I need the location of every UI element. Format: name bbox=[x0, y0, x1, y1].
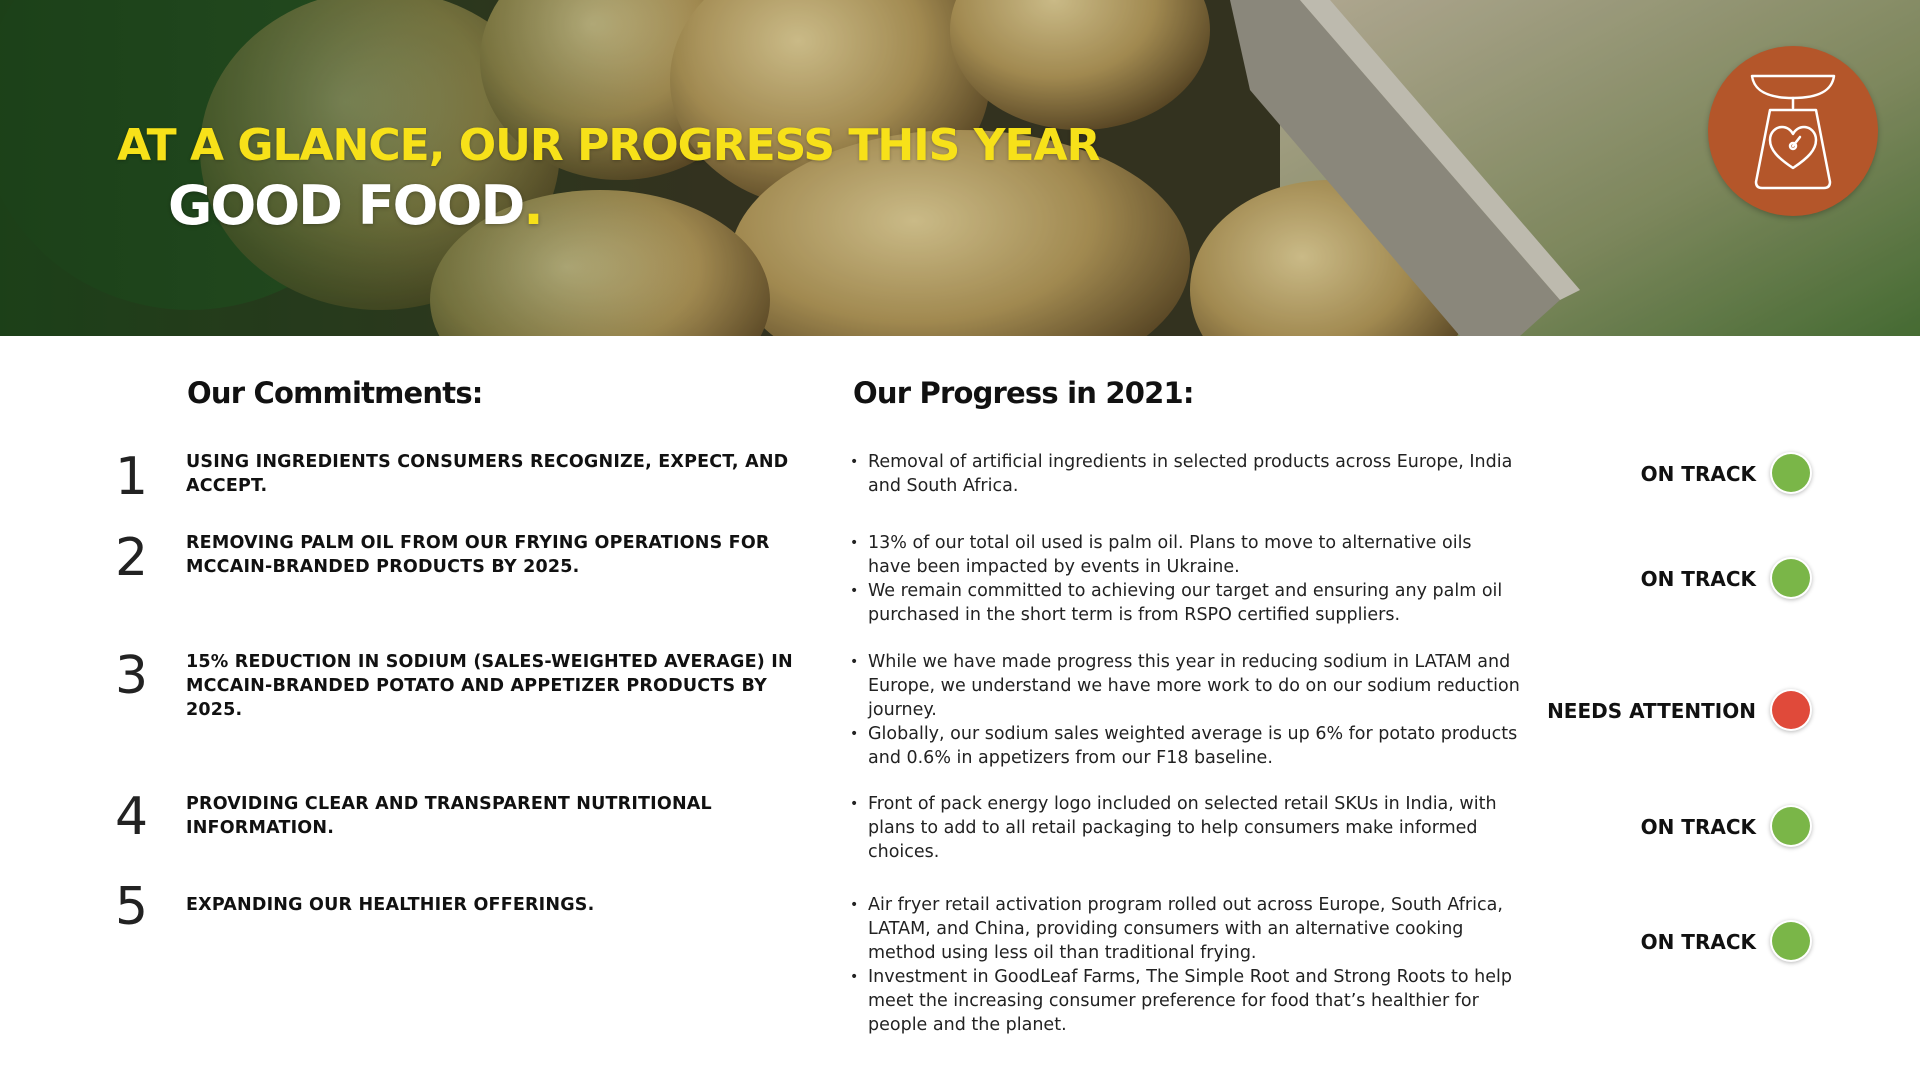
progress-item: • While we have made progress this year in reducing sodium in LATAM and Europe, we understand we have more work to do on our sodium reduction journey. bbox=[850, 650, 1520, 722]
status-dot bbox=[1772, 807, 1810, 845]
section-title bbox=[168, 174, 542, 237]
status-indicator bbox=[1770, 452, 1812, 494]
section-title-dot: . bbox=[523, 174, 542, 237]
commitment-number: 1 bbox=[115, 447, 149, 507]
status-label: ON TRACK bbox=[1640, 930, 1756, 954]
status-label: ON TRACK bbox=[1640, 815, 1756, 839]
status-indicator bbox=[1770, 689, 1812, 731]
status-label: ON TRACK bbox=[1640, 462, 1756, 486]
progress-heading: Our Progress in 2021: bbox=[853, 376, 1194, 410]
progress-item: • 13% of our total oil used is palm oil. Plans to move to alternative oils have been impacted by events in Ukraine. bbox=[850, 531, 1520, 579]
progress-list bbox=[850, 450, 1520, 498]
status-indicator bbox=[1770, 805, 1812, 847]
progress-list bbox=[850, 792, 1520, 864]
status-dot bbox=[1772, 559, 1810, 597]
progress-item: • Removal of artificial ingredients in selected products across Europe, India and South Africa. bbox=[850, 450, 1520, 498]
status-dot bbox=[1772, 922, 1810, 960]
commitment-number: 2 bbox=[115, 528, 149, 588]
progress-list bbox=[850, 531, 1520, 627]
status-label: NEEDS ATTENTION bbox=[1547, 699, 1756, 723]
progress-list bbox=[850, 893, 1520, 1037]
hero-banner bbox=[0, 0, 1920, 336]
commitment-text: 15% REDUCTION IN SODIUM (SALES-WEIGHTED AVERAGE) IN MCCAIN-BRANDED POTATO AND APPETIZER PRODUCTS BY 2025. bbox=[186, 652, 793, 720]
status-indicator bbox=[1770, 557, 1812, 599]
section-title-text: GOOD FOOD bbox=[168, 174, 524, 237]
progress-item: • We remain committed to achieving our target and ensuring any palm oil purchased in the short term is from RSPO certified suppliers. bbox=[850, 579, 1520, 627]
commitment-number: 4 bbox=[115, 787, 149, 847]
status-label: ON TRACK bbox=[1640, 567, 1756, 591]
good-food-badge bbox=[1708, 46, 1878, 216]
commitment-text: EXPANDING OUR HEALTHIER OFFERINGS. bbox=[186, 895, 595, 915]
page-title: AT A GLANCE, OUR PROGRESS THIS YEAR bbox=[117, 120, 1100, 171]
commitment-text: USING INGREDIENTS CONSUMERS RECOGNIZE, EXPECT, AND ACCEPT. bbox=[186, 452, 789, 496]
commitment-number: 5 bbox=[115, 877, 149, 937]
progress-item: • Globally, our sodium sales weighted average is up 6% for potato products and 0.6% in appetizers from our F18 baseline. bbox=[850, 722, 1520, 770]
progress-item: • Investment in GoodLeaf Farms, The Simple Root and Strong Roots to help meet the increasing consumer preference for food that’s healthier for people and the planet. bbox=[850, 965, 1520, 1037]
commitment-number: 3 bbox=[115, 646, 149, 706]
commitment-text: PROVIDING CLEAR AND TRANSPARENT NUTRITIONAL INFORMATION. bbox=[186, 794, 712, 838]
progress-item: • Front of pack energy logo included on selected retail SKUs in India, with plans to add to all retail packaging to help consumers make informed choices. bbox=[850, 792, 1520, 864]
commitments-heading: Our Commitments: bbox=[187, 376, 483, 410]
kitchen-scale-heart-icon bbox=[1708, 46, 1878, 216]
status-indicator bbox=[1770, 920, 1812, 962]
progress-item: • Air fryer retail activation program rolled out across Europe, South Africa, LATAM, and China, providing consumers with an alternative cooking method using less oil than traditional frying. bbox=[850, 893, 1520, 965]
commitment-text: REMOVING PALM OIL FROM OUR FRYING OPERATIONS FOR MCCAIN-BRANDED PRODUCTS BY 2025. bbox=[186, 533, 770, 577]
progress-list bbox=[850, 650, 1520, 770]
status-dot bbox=[1772, 454, 1810, 492]
status-dot bbox=[1772, 691, 1810, 729]
